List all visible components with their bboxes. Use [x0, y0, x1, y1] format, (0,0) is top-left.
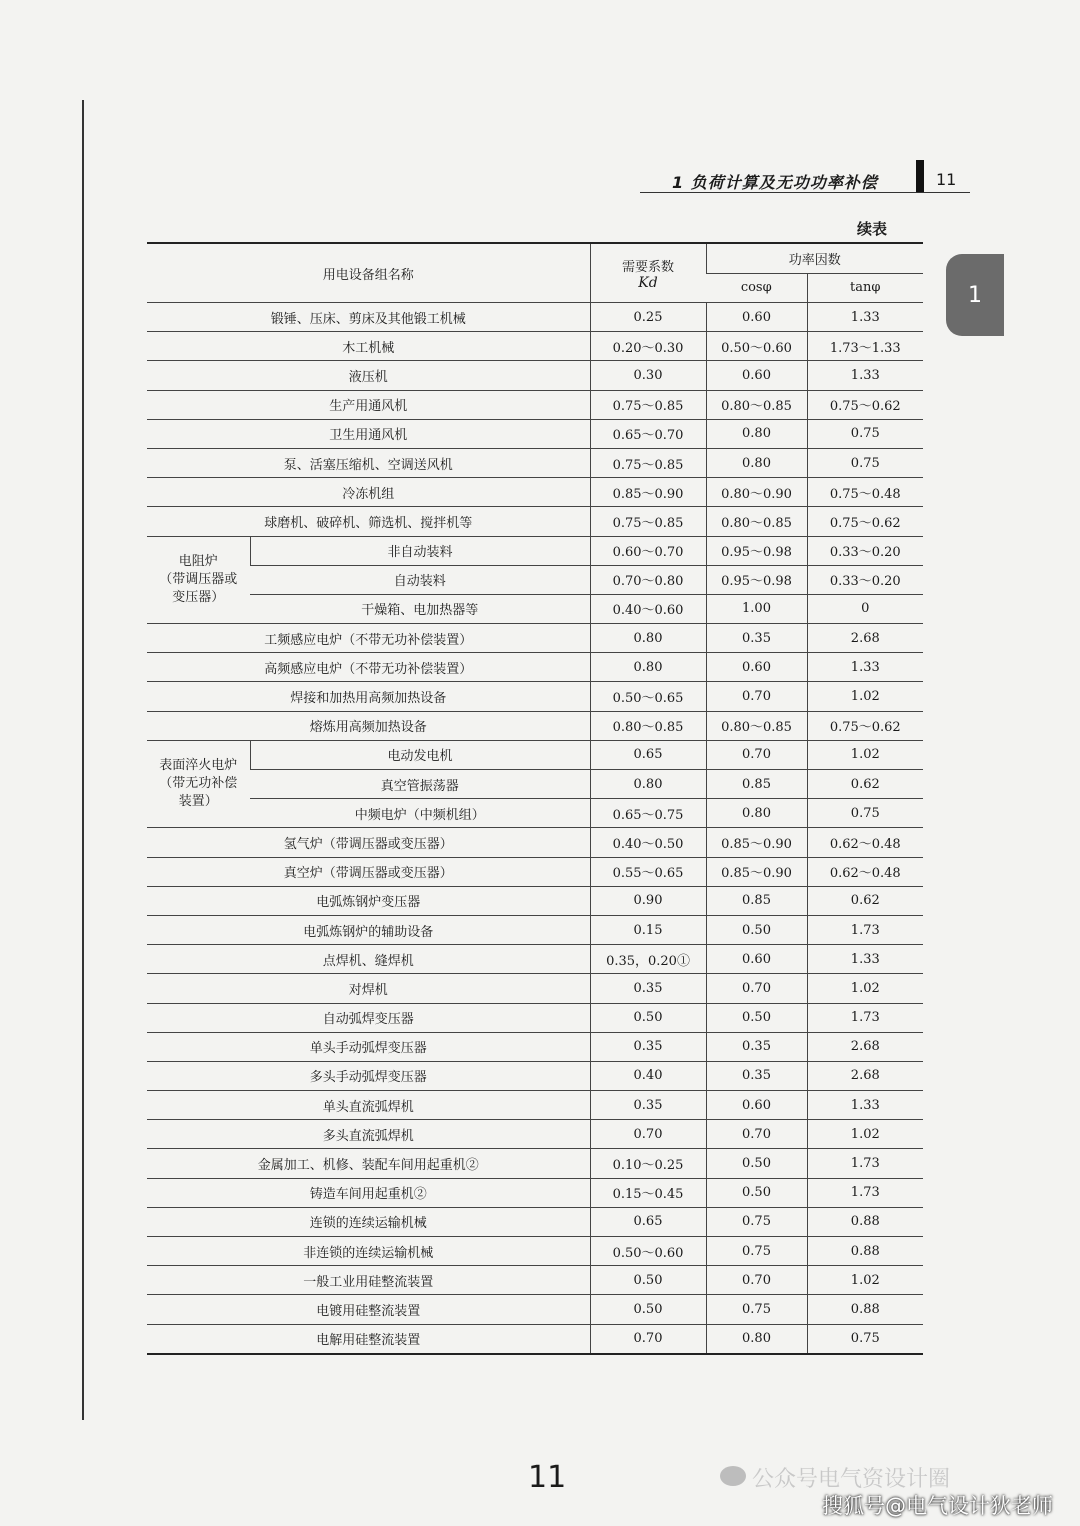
header-bar: [916, 160, 924, 192]
demand-factor: 0.15: [590, 915, 706, 944]
equipment-name: 一般工业用硅整流装置: [147, 1266, 590, 1295]
cos-phi: 0.35: [706, 1032, 807, 1061]
cos-phi: 0.60: [706, 653, 807, 682]
cos-phi: 0.80: [706, 419, 807, 448]
cos-phi: 0.75: [706, 1207, 807, 1236]
equipment-name: 卫生用通风机: [147, 419, 590, 448]
equipment-name: 氢气炉（带调压器或变压器）: [147, 828, 590, 857]
table-row: [147, 653, 923, 682]
table-row: [147, 1237, 923, 1266]
table-row: [147, 1003, 923, 1032]
tan-phi: 1.02: [807, 1266, 923, 1295]
table-row: [147, 536, 923, 565]
equipment-name: 连锁的连续运输机械: [147, 1207, 590, 1236]
cos-phi: 0.85: [706, 770, 807, 799]
cos-phi: 0.70: [706, 682, 807, 711]
tan-phi: 1.33: [807, 303, 923, 332]
demand-factor: 0.80: [590, 653, 706, 682]
demand-factor: 0.75～0.85: [590, 448, 706, 477]
table-row: [147, 390, 923, 419]
chapter-side-tab: [946, 254, 1004, 336]
cos-phi: 0.95～0.98: [706, 565, 807, 594]
tan-phi: 0.75～0.48: [807, 478, 923, 507]
demand-factor: 0.40: [590, 1061, 706, 1090]
table-row: [147, 886, 923, 915]
demand-factor: 0.70: [590, 1120, 706, 1149]
cos-phi: 0.95～0.98: [706, 536, 807, 565]
wechat-icon: [720, 1466, 746, 1486]
table-row: [147, 624, 923, 653]
demand-factor: 0.60～0.70: [590, 536, 706, 565]
equipment-name: 液压机: [147, 361, 590, 390]
tan-phi: 0.88: [807, 1237, 923, 1266]
demand-factor: 0.65: [590, 740, 706, 769]
tan-phi: 0.62～0.48: [807, 857, 923, 886]
equipment-name: 熔炼用高频加热设备: [147, 711, 590, 740]
table-row: [147, 361, 923, 390]
cos-phi: 0.35: [706, 624, 807, 653]
equipment-name: 球磨机、破碎机、筛选机、搅拌机等: [147, 507, 590, 536]
tan-phi: 1.33: [807, 361, 923, 390]
chapter-title: 1 负荷计算及无功功率补偿: [672, 173, 878, 192]
cos-phi: 0.60: [706, 361, 807, 390]
table-row: [147, 478, 923, 507]
tan-phi: 0.62～0.48: [807, 828, 923, 857]
tan-phi: 2.68: [807, 1032, 923, 1061]
equipment-name: 金属加工、机修、装配车间用起重机②: [147, 1149, 590, 1178]
cos-phi: 0.70: [706, 1266, 807, 1295]
watermark-account: 公众号电气资设计圈: [752, 1467, 951, 1492]
demand-factor: 0.35: [590, 1091, 706, 1120]
tan-phi: 0.75: [807, 419, 923, 448]
demand-factor: 0.75～0.85: [590, 507, 706, 536]
tan-phi: 1.73～1.33: [807, 332, 923, 361]
equipment-name: 木工机械: [147, 332, 590, 361]
cos-phi: 0.70: [706, 1120, 807, 1149]
table-row: [147, 1061, 923, 1090]
cos-phi: 0.80: [706, 448, 807, 477]
equipment-name: 铸造车间用起重机②: [147, 1178, 590, 1207]
group-label: [147, 740, 250, 828]
table-row: [147, 1149, 923, 1178]
demand-factor: 0.35: [590, 974, 706, 1003]
table-row: [147, 1295, 923, 1324]
tan-phi: 1.33: [807, 1091, 923, 1120]
equipment-name: 点焊机、缝焊机: [147, 945, 590, 974]
demand-factor: 0.20～0.30: [590, 332, 706, 361]
demand-factor: 0.10～0.25: [590, 1149, 706, 1178]
binding-line: [82, 100, 84, 1420]
table-row: [147, 594, 923, 623]
demand-factor: 0.75～0.85: [590, 390, 706, 419]
tan-phi: 0.75: [807, 448, 923, 477]
tan-phi: 1.73: [807, 915, 923, 944]
cos-phi: 0.60: [706, 945, 807, 974]
group-label-line: （带调压器或: [159, 571, 238, 587]
demand-factor: 0.50: [590, 1003, 706, 1032]
running-header: [640, 168, 970, 192]
tan-phi: 0.62: [807, 770, 923, 799]
tan-phi: 0: [807, 594, 923, 623]
equipment-name: 电解用硅整流装置: [147, 1324, 590, 1354]
demand-factor: 0.40～0.50: [590, 828, 706, 857]
cos-phi: 0.60: [706, 303, 807, 332]
header-page-number: 11: [936, 170, 957, 189]
equipment-name: 电镀用硅整流装置: [147, 1295, 590, 1324]
tan-phi: 1.02: [807, 682, 923, 711]
tan-phi: 0.88: [807, 1207, 923, 1236]
demand-factor: 0.50～0.60: [590, 1237, 706, 1266]
tan-phi: 0.33～0.20: [807, 565, 923, 594]
table-row: [147, 303, 923, 332]
demand-factor: 0.25: [590, 303, 706, 332]
demand-factor: 0.70～0.80: [590, 565, 706, 594]
header-cos: cosφ: [706, 273, 807, 303]
tan-phi: 1.73: [807, 1149, 923, 1178]
equipment-subname: 干燥箱、电加热器等: [250, 594, 590, 623]
header-power-factor: 功率因数: [706, 243, 923, 273]
demand-factor: 0.15～0.45: [590, 1178, 706, 1207]
header-kd: [590, 243, 706, 303]
tan-phi: 2.68: [807, 624, 923, 653]
cos-phi: 0.60: [706, 1091, 807, 1120]
demand-factor: 0.80: [590, 624, 706, 653]
demand-factor: 0.55～0.65: [590, 857, 706, 886]
demand-factor: 0.35，0.20①: [590, 945, 706, 974]
table-row: [147, 945, 923, 974]
header-rule: [640, 192, 970, 193]
table-row: [147, 1032, 923, 1061]
table-row: [147, 1324, 923, 1354]
cos-phi: 0.80～0.85: [706, 711, 807, 740]
side-tab-number: 1: [968, 282, 982, 308]
equipment-subname: 非自动装料: [250, 536, 590, 565]
demand-factor-table: [147, 242, 923, 1355]
table-row: [147, 1091, 923, 1120]
table-row: [147, 419, 923, 448]
tan-phi: 1.02: [807, 974, 923, 1003]
equipment-name: 自动弧焊变压器: [147, 1003, 590, 1032]
watermark-sohu: 搜狐号@电气设计狄老师: [822, 1494, 1053, 1518]
equipment-name: 多头手动弧焊变压器: [147, 1061, 590, 1090]
equipment-name: 电弧炼钢炉变压器: [147, 886, 590, 915]
demand-factor: 0.30: [590, 361, 706, 390]
tan-phi: 0.75～0.62: [807, 390, 923, 419]
table-row: [147, 332, 923, 361]
demand-factor: 0.85～0.90: [590, 478, 706, 507]
header-kd-symbol: Kd: [638, 274, 658, 291]
tan-phi: 1.02: [807, 1120, 923, 1149]
table-row: [147, 507, 923, 536]
cos-phi: 0.35: [706, 1061, 807, 1090]
cos-phi: 0.75: [706, 1237, 807, 1266]
demand-factor: 0.65～0.70: [590, 419, 706, 448]
cos-phi: 0.50: [706, 915, 807, 944]
table-row: [147, 915, 923, 944]
demand-factor: 0.40～0.60: [590, 594, 706, 623]
equipment-name: 真空炉（带调压器或变压器）: [147, 857, 590, 886]
cos-phi: 0.80～0.90: [706, 478, 807, 507]
group-label-line: 变压器）: [172, 589, 225, 605]
tan-phi: 1.02: [807, 740, 923, 769]
tan-phi: 0.88: [807, 1295, 923, 1324]
demand-factor: 0.50～0.65: [590, 682, 706, 711]
cos-phi: 0.85～0.90: [706, 857, 807, 886]
group-label-line: 装置）: [178, 794, 218, 810]
group-label-line: （带无功补偿: [159, 776, 238, 792]
demand-factor: 0.50: [590, 1266, 706, 1295]
demand-factor: 0.65: [590, 1207, 706, 1236]
table-row: [147, 974, 923, 1003]
cos-phi: 0.80～0.85: [706, 507, 807, 536]
cos-phi: 0.50～0.60: [706, 332, 807, 361]
cos-phi: 0.80: [706, 1324, 807, 1354]
equipment-name: 焊接和加热用高频加热设备: [147, 682, 590, 711]
cos-phi: 0.80: [706, 799, 807, 828]
table-row: [147, 682, 923, 711]
equipment-subname: 电动发电机: [250, 740, 590, 769]
table-row: [147, 828, 923, 857]
cos-phi: 0.70: [706, 740, 807, 769]
equipment-name: 锻锤、压床、剪床及其他锻工机械: [147, 303, 590, 332]
cos-phi: 0.80～0.85: [706, 390, 807, 419]
equipment-name: 多头直流弧焊机: [147, 1120, 590, 1149]
cos-phi: 0.85～0.90: [706, 828, 807, 857]
tan-phi: 0.75: [807, 1324, 923, 1354]
tan-phi: 2.68: [807, 1061, 923, 1090]
table-row: [147, 565, 923, 594]
group-label-line: 表面淬火电炉: [159, 758, 238, 774]
demand-factor: 0.35: [590, 1032, 706, 1061]
header-tan: tanφ: [807, 273, 923, 303]
tan-phi: 0.75～0.62: [807, 711, 923, 740]
header-equipment-name: 用电设备组名称: [147, 243, 590, 303]
page-number: 11: [528, 1460, 567, 1495]
table-row: [147, 770, 923, 799]
cos-phi: 0.75: [706, 1295, 807, 1324]
equipment-name: 冷冻机组: [147, 478, 590, 507]
tan-phi: 0.33～0.20: [807, 536, 923, 565]
tan-phi: 1.73: [807, 1003, 923, 1032]
demand-factor: 0.50: [590, 1295, 706, 1324]
equipment-name: 高频感应电炉（不带无功补偿装置）: [147, 653, 590, 682]
tan-phi: 1.33: [807, 653, 923, 682]
tan-phi: 0.75: [807, 799, 923, 828]
group-label: [147, 536, 250, 624]
demand-factor: 0.90: [590, 886, 706, 915]
demand-factor: 0.70: [590, 1324, 706, 1354]
cos-phi: 1.00: [706, 594, 807, 623]
table-row: [147, 711, 923, 740]
tan-phi: 1.33: [807, 945, 923, 974]
equipment-subname: 真空管振荡器: [250, 770, 590, 799]
table-row: [147, 1120, 923, 1149]
equipment-name: 对焊机: [147, 974, 590, 1003]
table-row: [147, 448, 923, 477]
table-row: [147, 740, 923, 769]
tan-phi: 1.73: [807, 1178, 923, 1207]
demand-factor: 0.80～0.85: [590, 711, 706, 740]
cos-phi: 0.50: [706, 1178, 807, 1207]
equipment-name: 单头直流弧焊机: [147, 1091, 590, 1120]
equipment-name: 非连锁的连续运输机械: [147, 1237, 590, 1266]
cos-phi: 0.50: [706, 1149, 807, 1178]
equipment-name: 电弧炼钢炉的辅助设备: [147, 915, 590, 944]
equipment-name: 单头手动弧焊变压器: [147, 1032, 590, 1061]
demand-factor: 0.80: [590, 770, 706, 799]
cos-phi: 0.50: [706, 1003, 807, 1032]
equipment-name: 工频感应电炉（不带无功补偿装置）: [147, 624, 590, 653]
equipment-name: 泵、活塞压缩机、空调送风机: [147, 448, 590, 477]
group-label-line: 电阻炉: [178, 553, 218, 569]
table-row: [147, 857, 923, 886]
equipment-subname: 中频电炉（中频机组）: [250, 799, 590, 828]
tan-phi: 0.62: [807, 886, 923, 915]
table-row: [147, 799, 923, 828]
equipment-name: 生产用通风机: [147, 390, 590, 419]
continued-label: 续表: [857, 220, 888, 238]
table-row: [147, 1178, 923, 1207]
tan-phi: 0.75～0.62: [807, 507, 923, 536]
table-row: [147, 1207, 923, 1236]
header-kd-label: 需要系数: [622, 259, 675, 275]
cos-phi: 0.85: [706, 886, 807, 915]
cos-phi: 0.70: [706, 974, 807, 1003]
table-row: [147, 1266, 923, 1295]
demand-factor: 0.65～0.75: [590, 799, 706, 828]
equipment-subname: 自动装料: [250, 565, 590, 594]
